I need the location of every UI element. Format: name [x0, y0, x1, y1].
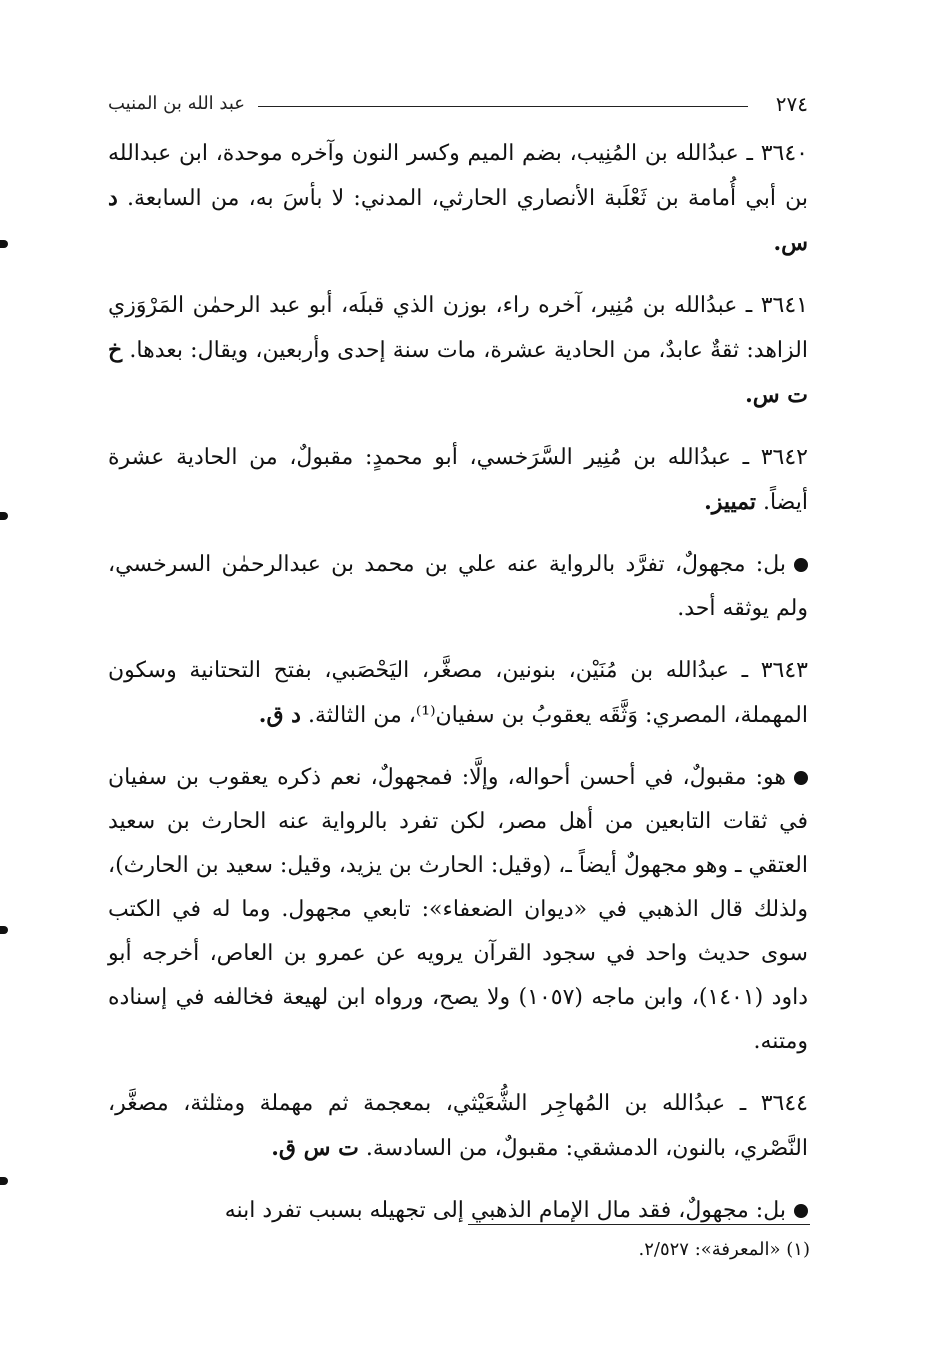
- entry-text: ٣٦٤٢ ـ عبدُالله بن مُنِير السَّرَخسي، أبو محمدٍ: مقبولٌ، من الحادية عشرة أيضاً.: [108, 445, 808, 515]
- entry-3640: [108, 132, 808, 266]
- entry-sigla: تمييز.: [704, 489, 756, 515]
- margin-mark: [0, 512, 8, 520]
- note-text: بل: مجهولٌ، تفرَّد بالرواية عنه علي بن محمد بن عبدالرحمٰن السرخسي، ولم يوثقه أحد.: [108, 552, 808, 621]
- entry-3643: [108, 649, 808, 738]
- running-head: عبد الله بن المنيب: [108, 93, 246, 114]
- entry-3642: [108, 436, 808, 525]
- entry-text: ٣٦٤٠ ـ عبدُالله بن المُنِيب، بضم الميم وكسر النون وآخره موحدة، ابن عبدالله بن أبي أُمامة بن ثَعْلَبة الأنصاري الحارثي، المدني: لا بأسَ به، من السابعة.: [108, 141, 808, 211]
- entry-3641: [108, 284, 808, 418]
- margin-mark: [0, 1177, 8, 1185]
- bullet-icon: [794, 771, 808, 785]
- editor-note: [108, 543, 808, 631]
- editor-note: [108, 756, 808, 1064]
- note-text: هو: مقبولٌ، في أحسن أحواله، وإلَّا: فمجهولٌ، نعم ذكره يعقوب بن سفيان في ثقات التابعين من أهل مصر، لكن تفرد بالرواية عنه الحارث بن سعيد العتقي ـ وهو مجهولٌ أيضاً ـ، (وقيل: الحارث بن يزيد، وقيل: سعيد بن الحارث)، ولذلك قال الذهبي في «ديوان الضعفاء»: تابعي مجهول. وما له في الكتب سوى حديث واحد في سجود القرآن يرويه عن عمرو بن العاص، أخرجه أبو داود (١٤٠١)، وابن ماجه (١٠٥٧) ولا يصح، ورواه ابن لهيعة فخالفه في إسناده ومتنه.: [108, 765, 809, 1054]
- bullet-icon: [794, 558, 808, 572]
- entry-text: ٣٦٤٣ ـ عبدُالله بن مُنَيْن، بنونين، مصغَّر، اليَحْصَبي، بفتح التحتانية وسكون المهملة، المصري: وَثَّقَه يعقوبُ بن سفيان⁽¹⁾، من الثالثة.: [108, 658, 808, 728]
- page-number: ٢٧٤: [775, 92, 808, 116]
- footnote-rule: [468, 1224, 810, 1225]
- page-header: [108, 92, 808, 122]
- editor-note: [108, 1189, 808, 1233]
- page-body: [108, 132, 808, 1251]
- entry-sigla: خ ت س.: [108, 337, 808, 408]
- entry-3644: [108, 1082, 808, 1171]
- entry-sigla: د ق.: [258, 702, 301, 728]
- margin-mark: [0, 926, 8, 934]
- entry-sigla: ت س ق.: [271, 1135, 359, 1161]
- bullet-icon: [794, 1204, 808, 1218]
- note-text: بل: مجهولٌ، فقد مال الإمام الذهبي إلى تجهيله بسبب تفرد ابنه: [224, 1198, 786, 1223]
- entry-text: ٣٦٤٤ ـ عبدُالله بن المُهاجِر الشُّعَيْثي، بمعجمة ثم مهملة ومثلثة، مصغَّر، النَّصْري، بالنون، الدمشقي: مقبولٌ، من السادسة.: [108, 1091, 808, 1161]
- margin-mark: [0, 240, 8, 248]
- footnote: (١) «المعرفة»: ٢/٥٢٧.: [638, 1239, 810, 1260]
- entry-text: ٣٦٤١ ـ عبدُالله بن مُنِير، آخره راء، بوزن الذي قبلَه، أبو عبد الرحمٰن المَرْوَزي الزاهد: ثقةٌ عابدٌ، من الحادية عشرة، مات سنة إحدى وأربعين، ويقال: بعدها.: [108, 293, 808, 363]
- entry-sigla: د س.: [108, 185, 808, 256]
- header-rule: [258, 106, 748, 107]
